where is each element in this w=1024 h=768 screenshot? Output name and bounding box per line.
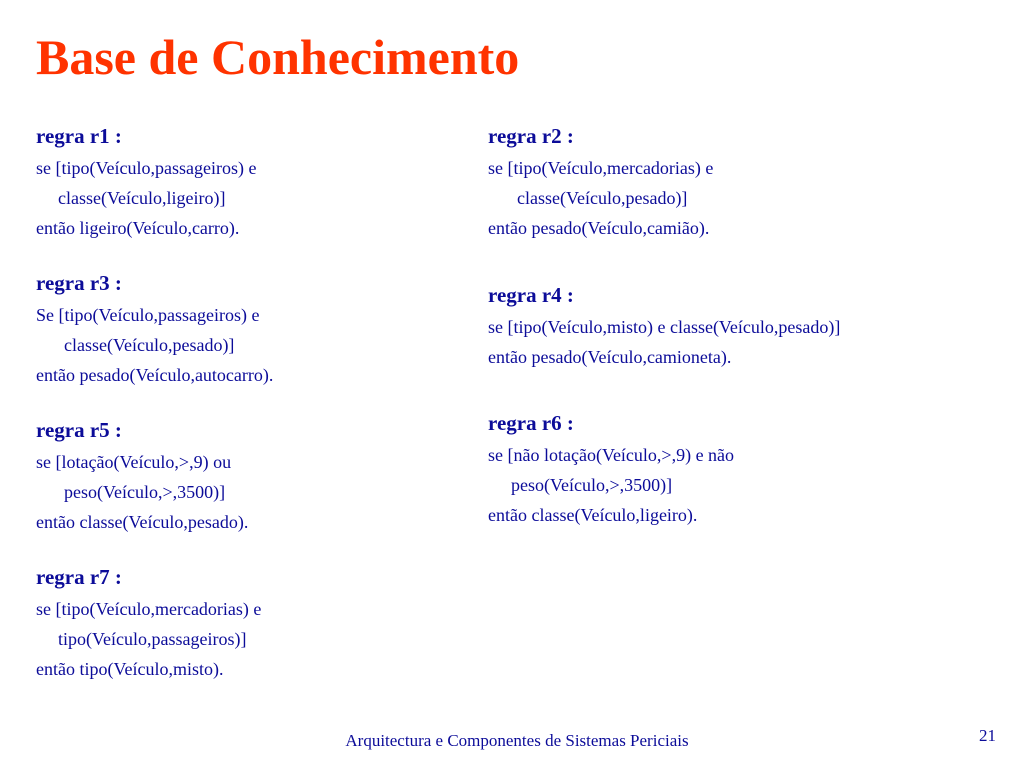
rule-condition-line: peso(Veículo,>,3500)] xyxy=(511,475,673,495)
rule-condition-line: se [lotação(Veículo,>,9) ou xyxy=(36,452,232,472)
rule-condition-line: se [tipo(Veículo,passageiros) e xyxy=(36,158,257,178)
rule-block-r5 xyxy=(36,416,248,537)
slide-footer: Arquitectura e Componentes de Sistemas Periciais xyxy=(345,731,689,750)
rule-condition-line: classe(Veículo,pesado)] xyxy=(64,335,235,355)
rule-conclusion-line: então classe(Veículo,ligeiro). xyxy=(488,505,698,525)
rule-heading: regra r2 : xyxy=(488,124,574,148)
rule-heading: regra r4 : xyxy=(488,283,574,307)
rule-block-r7 xyxy=(36,563,261,684)
rule-condition-line: se [tipo(Veículo,misto) e classe(Veículo,pesado)] xyxy=(488,317,841,337)
slide-title: Base de Conhecimento xyxy=(36,29,520,85)
rule-condition-line: peso(Veículo,>,3500)] xyxy=(64,482,226,502)
rule-conclusion-line: então pesado(Veículo,camião). xyxy=(488,218,710,238)
rule-heading: regra r6 : xyxy=(488,411,574,435)
rule-heading: regra r5 : xyxy=(36,418,122,442)
rule-conclusion-line: então pesado(Veículo,autocarro). xyxy=(36,365,274,385)
rule-condition-line: tipo(Veículo,passageiros)] xyxy=(58,629,247,649)
rule-condition-line: se [tipo(Veículo,mercadorias) e xyxy=(488,158,714,178)
rule-condition-line: se [tipo(Veículo,mercadorias) e xyxy=(36,599,262,619)
rule-heading: regra r3 : xyxy=(36,271,122,295)
rule-conclusion-line: então ligeiro(Veículo,carro). xyxy=(36,218,240,238)
rule-block-r3 xyxy=(36,269,273,390)
rule-condition-line: Se [tipo(Veículo,passageiros) e xyxy=(36,305,260,325)
rule-condition-line: classe(Veículo,ligeiro)] xyxy=(58,188,226,208)
rule-conclusion-line: então classe(Veículo,pesado). xyxy=(36,512,249,532)
rule-block-r6 xyxy=(488,409,734,530)
rule-condition-line: classe(Veículo,pesado)] xyxy=(517,188,688,208)
rule-block-r4 xyxy=(488,281,840,372)
rule-block-r2 xyxy=(488,122,713,243)
rule-conclusion-line: então tipo(Veículo,misto). xyxy=(36,659,224,679)
rule-block-r1 xyxy=(36,122,256,243)
rule-heading: regra r7 : xyxy=(36,565,122,589)
page-number: 21 xyxy=(979,726,996,745)
rule-heading: regra r1 : xyxy=(36,124,122,148)
rule-condition-line: se [não lotação(Veículo,>,9) e não xyxy=(488,445,735,465)
rule-conclusion-line: então pesado(Veículo,camioneta). xyxy=(488,347,732,367)
